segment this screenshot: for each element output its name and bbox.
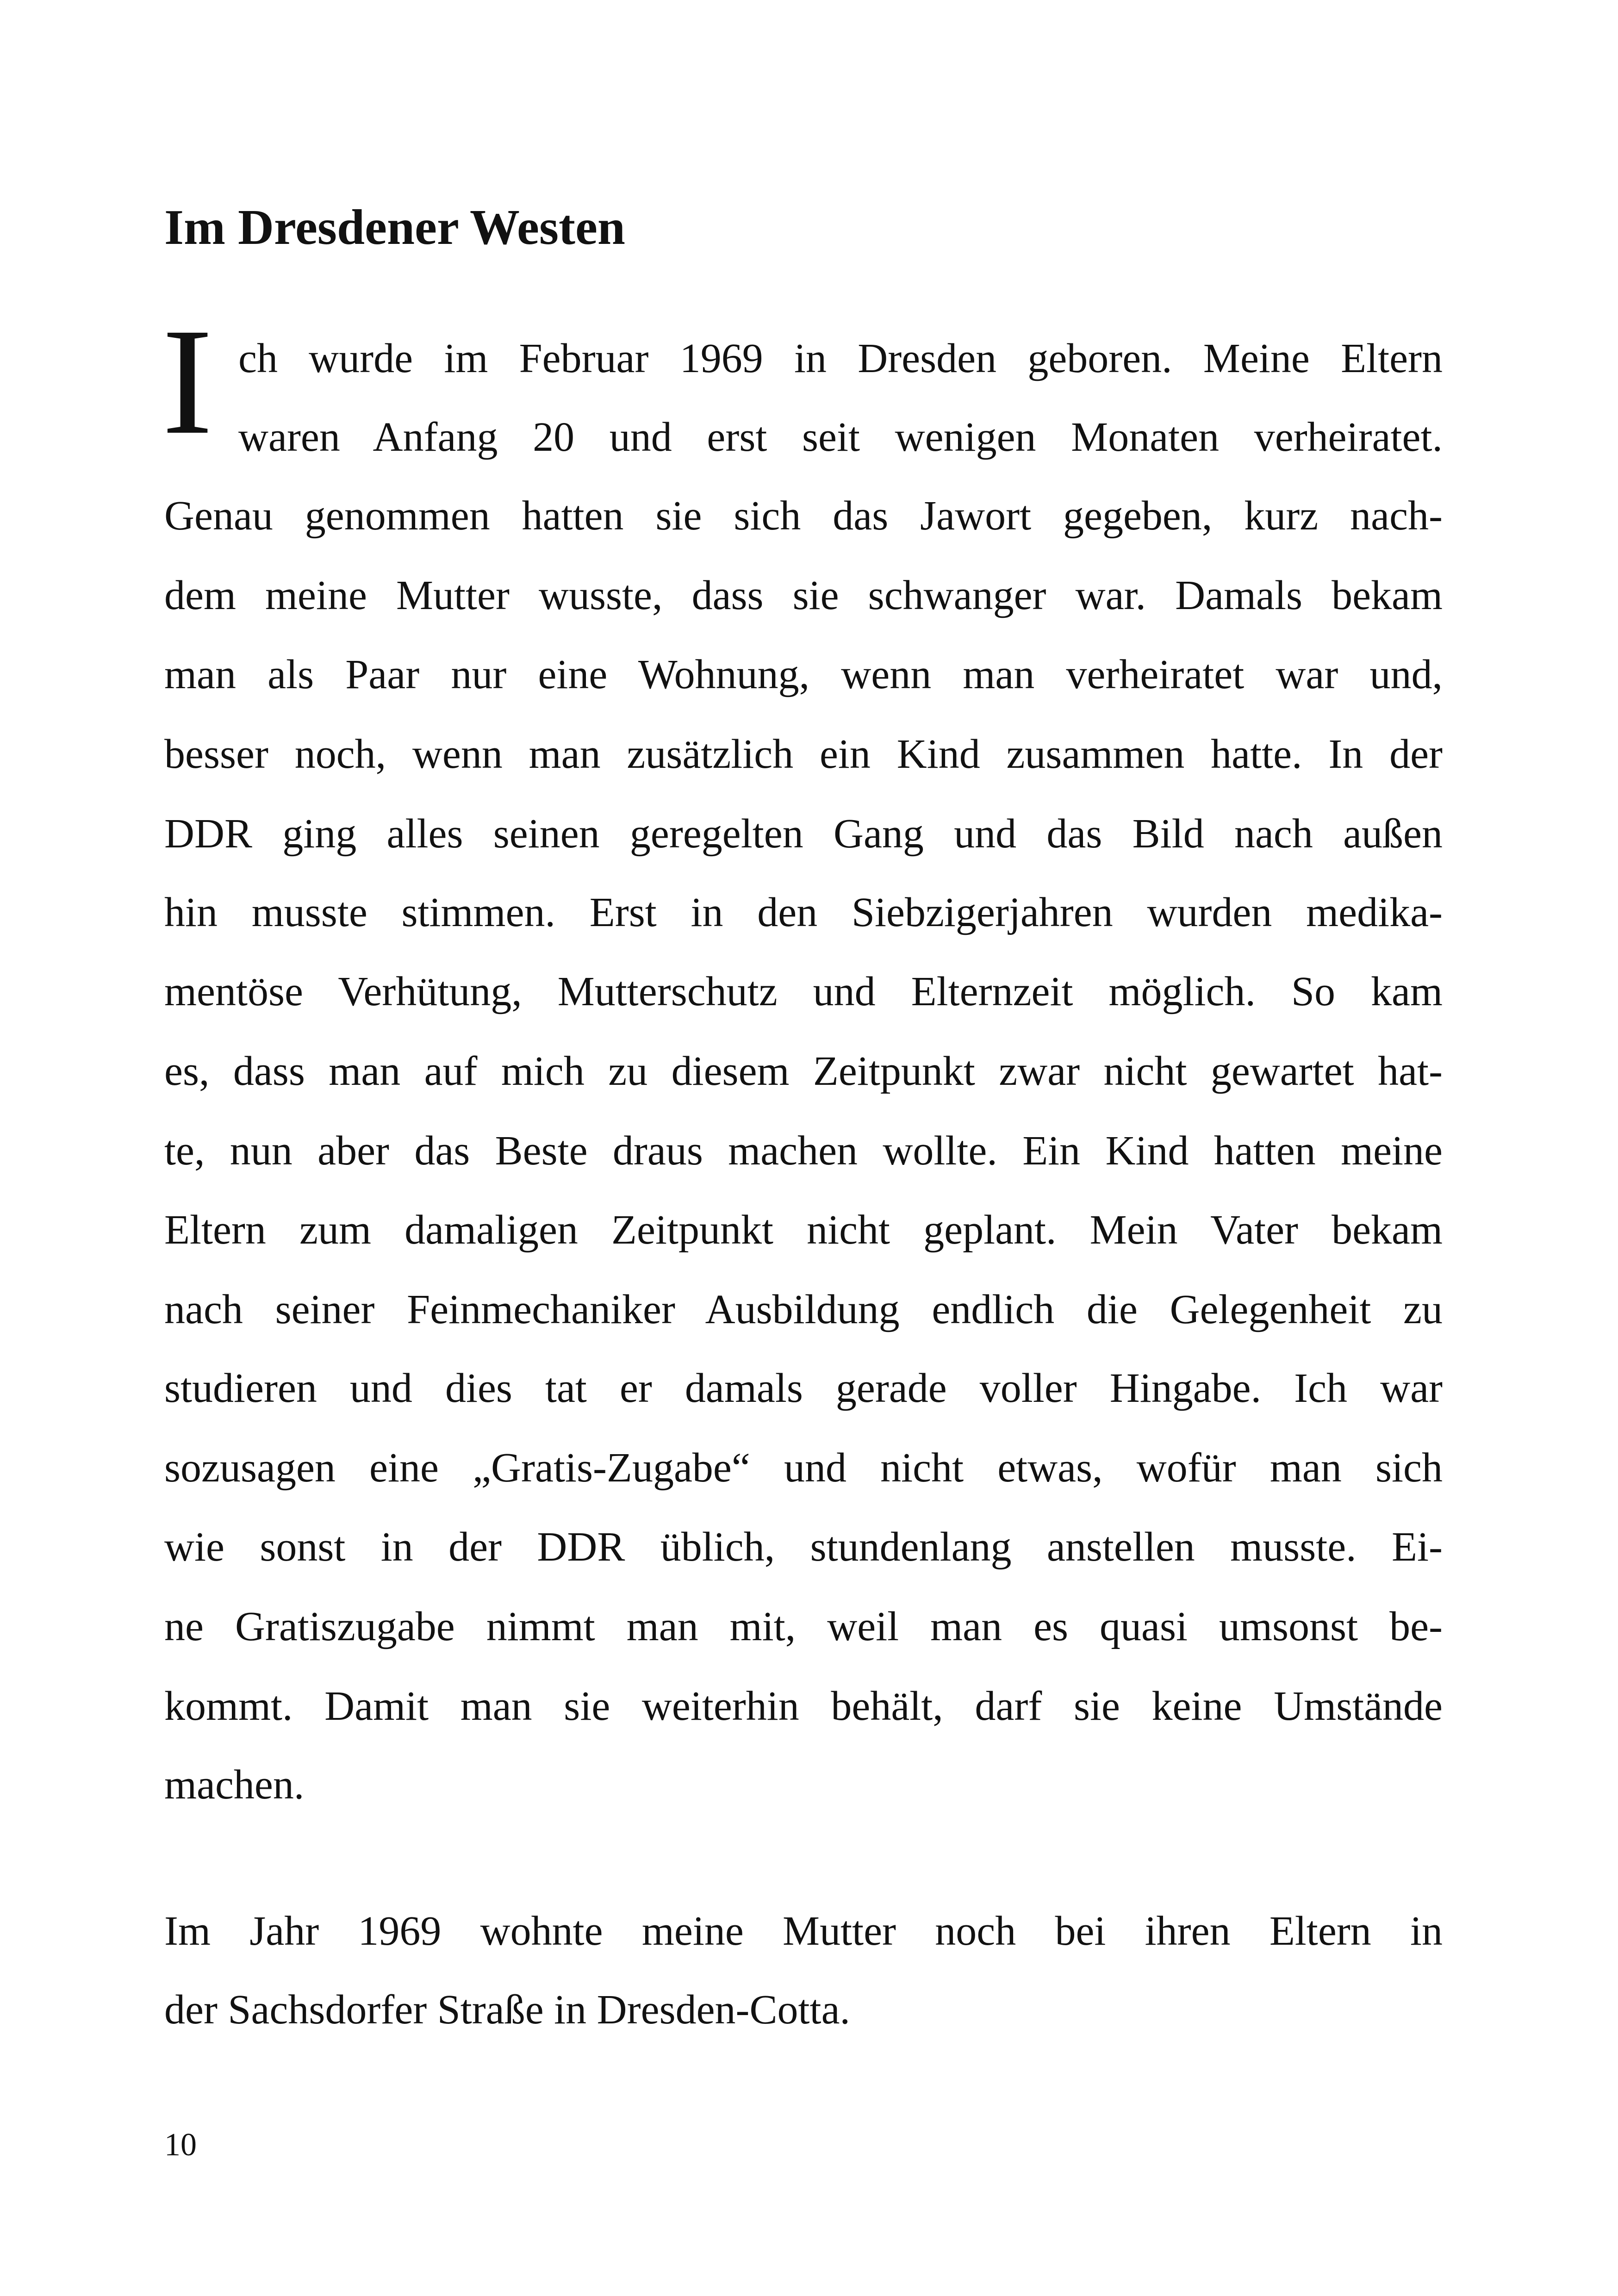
text-line: es, dass man auf mich zu diesem Zeitpunkt zwar nicht gewartet hat- — [164, 1048, 1443, 1094]
text-line: ch wurde im Februar 1969 in Dresden geboren. Meine Eltern — [238, 336, 1443, 381]
text-line: man als Paar nur eine Wohnung, wenn man verheiratet war und, — [164, 652, 1443, 697]
text-line: kommt. Damit man sie weiterhin behält, darf sie keine Umstände — [164, 1683, 1443, 1729]
text-line: wie sonst in der DDR üblich, stundenlang anstellen musste. Ei- — [164, 1524, 1443, 1570]
text-line: nach seiner Feinmechaniker Ausbildung endlich die Gelegenheit zu — [164, 1287, 1443, 1332]
text-line: dem meine Mutter wusste, dass sie schwanger war. Damals bekam — [164, 572, 1443, 618]
page-number: 10 — [164, 2127, 197, 2163]
text-line: machen. — [164, 1762, 305, 1808]
text-line: der Sachsdorfer Straße in Dresden-Cotta. — [164, 1987, 851, 2033]
text-line: studieren und dies tat er damals gerade voller Hingabe. Ich war — [164, 1365, 1443, 1411]
text-line: Genau genommen hatten sie sich das Jawort gegeben, kurz nach- — [164, 493, 1443, 539]
chapter-heading: Im Dresdener Westen — [164, 200, 625, 255]
drop-cap-initial: I — [162, 297, 213, 466]
text-line: ne Gratiszugabe nimmt man mit, weil man es quasi umsonst be- — [164, 1604, 1443, 1649]
text-line: hin musste stimmen. Erst in den Siebzigerjahren wurden medika- — [164, 890, 1443, 935]
text-line: mentöse Verhütung, Mutterschutz und Elternzeit möglich. So kam — [164, 969, 1443, 1014]
text-line: sozusagen eine „Gratis-Zugabe“ und nicht etwas, wofür man sich — [164, 1445, 1443, 1491]
text-line: besser noch, wenn man zusätzlich ein Kind zusammen hatte. In der — [164, 731, 1443, 777]
text-line: Eltern zum damaligen Zeitpunkt nicht geplant. Mein Vater bekam — [164, 1207, 1443, 1253]
text-line: waren Anfang 20 und erst seit wenigen Monaten verheiratet. — [238, 414, 1443, 460]
text-line: DDR ging alles seinen geregelten Gang und das Bild nach außen — [164, 811, 1443, 857]
text-line: te, nun aber das Beste draus machen wollte. Ein Kind hatten meine — [164, 1128, 1443, 1174]
text-line: Im Jahr 1969 wohnte meine Mutter noch bei ihren Eltern in — [164, 1908, 1443, 1954]
